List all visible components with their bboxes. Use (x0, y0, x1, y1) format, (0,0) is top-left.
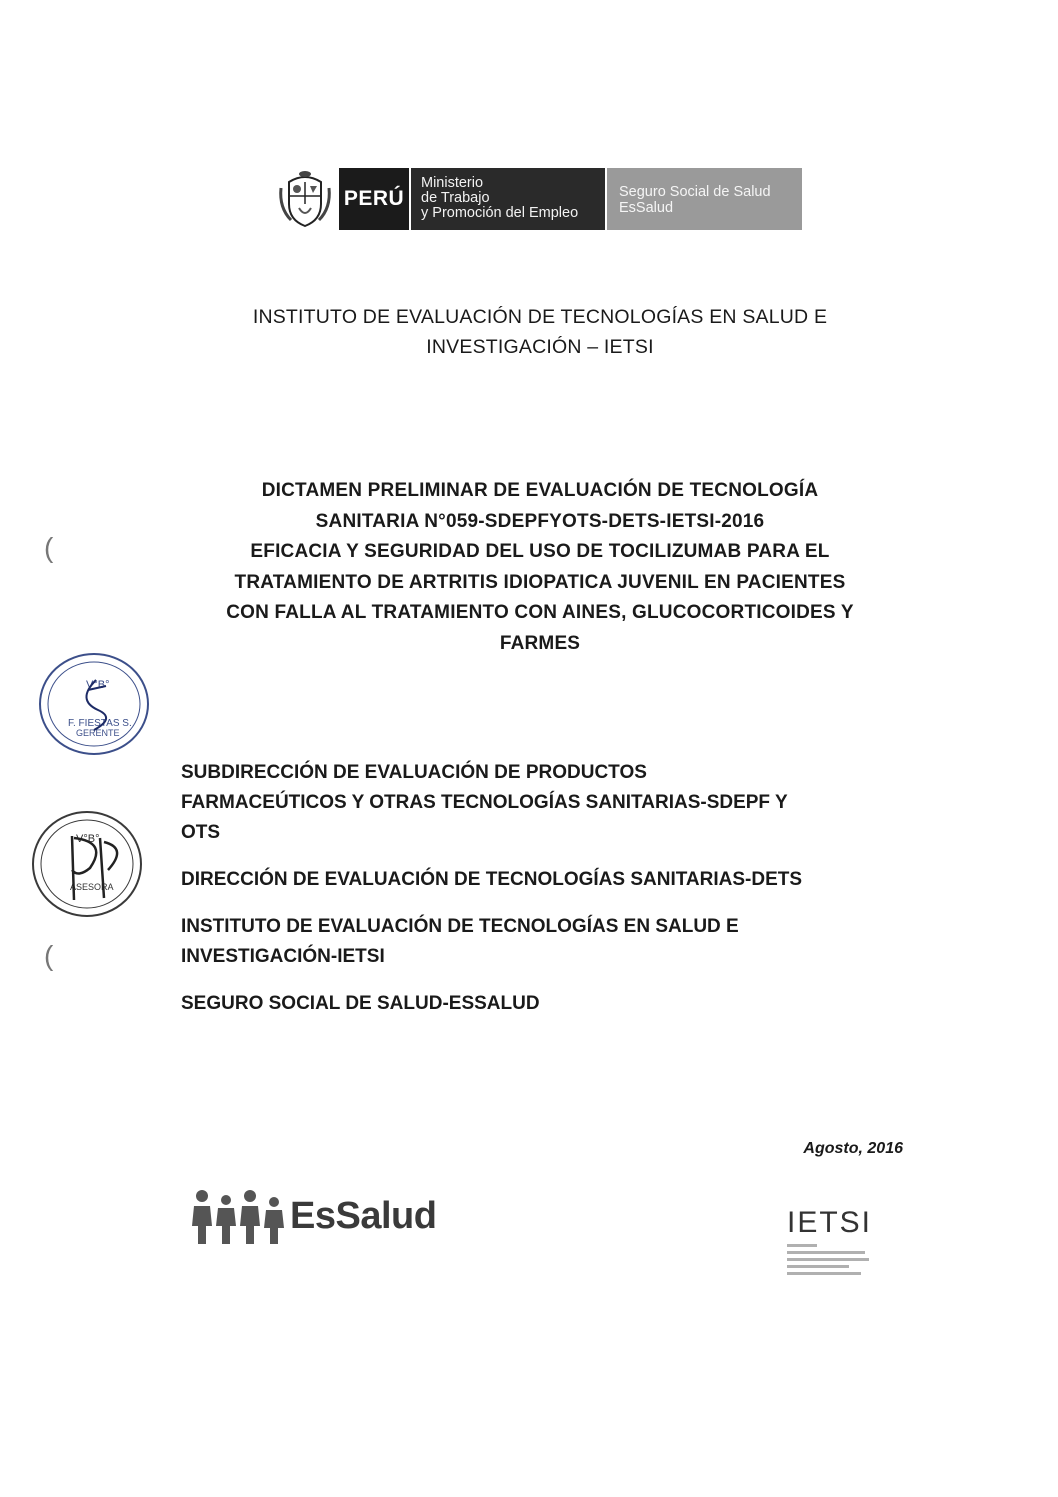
margin-mark: ( (44, 940, 54, 971)
stamp-name: F. FIESTAS S. (68, 718, 132, 729)
section-line: OTS (181, 822, 221, 843)
dictamen-title (160, 476, 920, 660)
agency-label (605, 168, 802, 230)
peru-coat-of-arms-icon (277, 168, 333, 230)
peru-label: PERÚ (339, 168, 409, 230)
section-subdireccion (181, 758, 921, 848)
section-seguro (181, 989, 921, 1019)
section-line: DIRECCIÓN DE EVALUACIÓN DE TECNOLOGÍAS SANITARIAS-DETS (181, 869, 803, 890)
stamp-role: ASESORA (70, 882, 114, 892)
section-line: SEGURO SOCIAL DE SALUD-ESSALUD (181, 993, 540, 1014)
dictamen-line: TRATAMIENTO DE ARTRITIS IDIOPATICA JUVENIL EN PACIENTES (234, 571, 846, 593)
dictamen-line: CON FALLA AL TRATAMIENTO CON AINES, GLUCOCORTICOIDES Y (226, 602, 854, 624)
ministry-line: Ministerio (421, 175, 484, 191)
section-line: SUBDIRECCIÓN DE EVALUACIÓN DE PRODUCTOS (181, 762, 647, 783)
dictamen-line: EFICACIA Y SEGURIDAD DEL USO DE TOCILIZUMAB PARA EL (250, 541, 830, 563)
ministry-line: de Trabajo (421, 190, 490, 206)
agency-line: Seguro Social de Salud (619, 184, 771, 200)
stamp-role: GERENTE (76, 728, 120, 738)
ietsi-subtitle-lines-icon (787, 1242, 877, 1282)
title-line: INVESTIGACIÓN – IETSI (426, 336, 654, 358)
essalud-logo (190, 1186, 436, 1246)
stamp-vb: V°B° (76, 833, 100, 845)
section-direccion (181, 865, 921, 895)
approval-stamp-asesora (28, 808, 146, 920)
ministry-label (409, 168, 605, 230)
dictamen-line: FARMES (499, 632, 581, 654)
ministry-line: y Promoción del Empleo (421, 205, 579, 221)
essalud-wordmark: EsSalud (290, 1194, 437, 1237)
approval-stamp-gerente (36, 650, 152, 758)
dictamen-line: SANITARIA N°059-SDEPFYOTS-DETS-IETSI-2016 (315, 510, 765, 532)
institute-title (160, 302, 920, 362)
title-line: INSTITUTO DE EVALUACIÓN DE TECNOLOGÍAS EN SALUD E (252, 306, 828, 328)
header-banner (277, 168, 802, 230)
section-line: INSTITUTO DE EVALUACIÓN DE TECNOLOGÍAS EN SALUD E (181, 916, 739, 937)
responsible-units (181, 758, 921, 1036)
dictamen-line: DICTAMEN PRELIMINAR DE EVALUACIÓN DE TECNOLOGÍA (261, 480, 819, 501)
section-line: FARMACEÚTICOS Y OTRAS TECNOLOGÍAS SANITARIAS-SDEPF Y (181, 792, 788, 813)
stamp-vb: V°B° (86, 679, 110, 691)
family-figures-icon (190, 1186, 288, 1246)
section-line: INVESTIGACIÓN-IETSI (181, 946, 385, 967)
margin-mark: ( (44, 532, 54, 563)
ietsi-wordmark: IETSI (787, 1206, 873, 1239)
agency-line: EsSalud (619, 200, 674, 216)
ietsi-logo (787, 1208, 897, 1287)
section-instituto (181, 912, 921, 972)
document-date: Agosto, 2016 (803, 1140, 903, 1157)
